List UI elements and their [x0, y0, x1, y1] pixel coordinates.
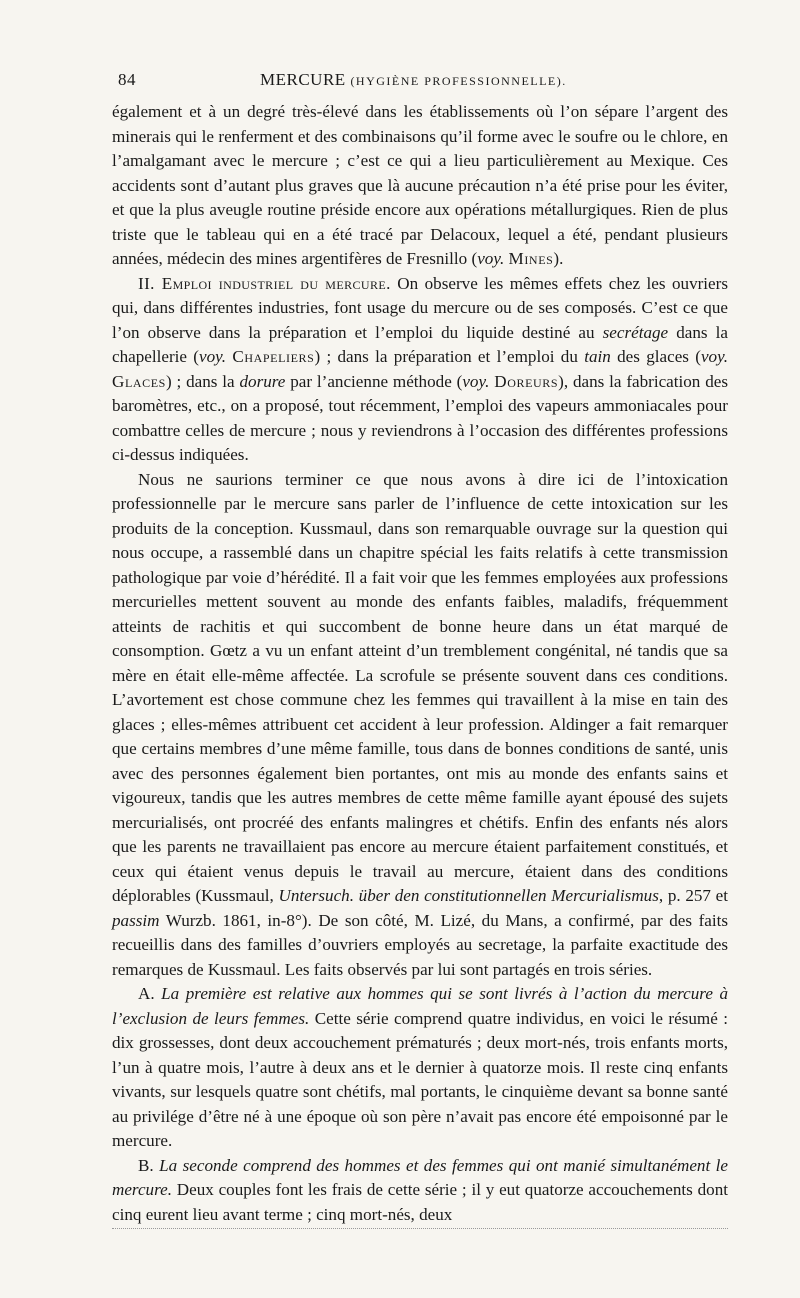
page-header [118, 70, 718, 96]
p2-voy-1: voy. [198, 347, 227, 366]
p2-text-e: ) ; dans la [165, 371, 240, 391]
p2-chapeliers-ref: Chapeliers [232, 347, 315, 366]
series-b-text: Deux couples font les frais de cette série ; il y eut quatorze accouchements dont cinq eurent lieu avant terme ; cinq mort-nés, deux [112, 1180, 728, 1224]
p2-voy-2: voy. [700, 347, 728, 366]
p2-doreurs-ref: Doreurs [494, 371, 559, 391]
series-b-title: La seconde comprend des hommes et des femmes qui ont manié simultanément le mercure. [112, 1155, 728, 1199]
p1-text: également et à un degré très-élevé dans les établissements où l’on sépare l’argent des minerais qui le renferment et des combinaisons qu’il forme avec le soufre ou le chlore, en l’amalgamant avec le mercure ; c’est ce qui a lieu particulièrement au Mexique. Ces accidents sont d’autant plus graves que là aucune précaution n’a été prise pour les éviter, et que la plus aveugle routine préside encore aux opérations métallurgiques. Rien de plus triste que le tableau qui en a été tracé par Delacoux, lequel a été, pendant plusieurs années, médecin des mines argentifères de Fresnillo ( [112, 102, 728, 268]
p2-text-c: ) ; dans la préparation et l’emploi du [314, 347, 585, 366]
series-a-title: La première est relative aux hommes qui se sont livrés à l’action du mercure à l’exclusion de leurs femmes. [112, 984, 728, 1028]
p2-tain: tain [584, 347, 611, 366]
p2-text-b: dans la chapellerie ( [112, 322, 729, 366]
paragraph-2 [112, 272, 728, 468]
p2-glaces-ref: Glaces [112, 371, 166, 391]
p1-voy: voy. [477, 249, 505, 268]
p2-text-d: des glaces ( [610, 347, 701, 366]
series-a-label: A. [138, 984, 155, 1003]
p2-dorure: dorure [239, 371, 286, 391]
page-number: 84 [118, 70, 136, 89]
paragraph-series-a [112, 982, 728, 1154]
paragraph-1 [112, 100, 728, 272]
p2-text-a: On observe les mêmes effets chez les ouvriers qui, dans différentes industries, font usage du mercure ou de ses composés. C’est ce que l’on observe dans la préparation et l’emploi du liquide destiné au [112, 273, 728, 342]
running-head-title: MERCURE [260, 70, 346, 89]
series-a-text: Cette série comprend quatre individus, en voici le résumé : dix grossesses, dont deux accouchement prématurés ; deux mort-nés, trois enfants morts, l’un à quatre mois, l’autre à deux ans et le dernier à quatorze mois. Il reste cinq enfants vivants, sur lesquels quatre sont chétifs, mal portants, le cinquième devant sa bonne santé au privilége d’être né à une époque où son père n’avait pas encore été empoisonné par le mercure. [112, 1008, 728, 1150]
p3-text-c: Wurzb. 1861, in-8°). De son côté, M. Lizé, du Mans, a confirmé, par des faits recueillis dans des familles d’ouvriers employés au secretage, la parfaite exactitude des remarques de Kussmaul. Les faits observés par lui sont partagés en trois séries. [112, 910, 728, 979]
p2-secretage: secrétage [602, 322, 669, 342]
p2-text-g: ), dans la fabrication des baromètres, etc., on a proposé, tout récemment, l’emploi des vapeurs ammoniacales pour combattre celles de mercure ; nous y reviendrons à l’occasion des différentes professions ci-dessus indiquées. [112, 371, 728, 464]
p2-text-f: par l’ancienne méthode ( [285, 371, 463, 391]
running-head [260, 70, 567, 90]
p3-citation-title: Untersuch. über den constitutionnellen Mercurialismus [278, 886, 659, 905]
p2-voy-3: voy. [462, 371, 490, 391]
series-b-label: B. [138, 1155, 154, 1175]
running-head-subtitle: (HYGIÈNE PROFESSIONNELLE). [350, 74, 567, 88]
paragraph-series-b [112, 1154, 728, 1228]
p1-end: ). [553, 249, 564, 268]
paragraph-3 [112, 468, 728, 983]
p3-passim: passim [112, 910, 160, 930]
p3-text-a: Nous ne saurions terminer ce que nous avons à dire ici de l’intoxication professionnelle par le mercure sans parler de l’influence de cette intoxication sur les produits de la conception. Kussmaul, dans son remarquable ouvrage sur la question qui nous occupe, a rassemblé dans un chapitre spécial les faits relatifs à cette transmission pathologique par voie d’hérédité. Il a fait voir que les femmes employées aux professions mercurielles mettent souvent au monde des enfants faibles, maladifs, fréquemment atteints de rachitis et qui succombent de bonne heure dans un état marqué de consomption. Gœtz a vu un enfant atteint d’un tremblement congénital, né tandis que sa mère en était elle-même affectée. La scrofule se présente souvent dans ces conditions. L’avortement est chose commune chez les femmes qui travaillent à la mise en tain des glaces ; elles-mêmes attribuent cet accident à leur profession. Aldinger a fait remarquer que certains membres d’une même famille, tous dans de bonnes conditions de santé, unis avec des personnes également bien portantes, ont mis au monde des enfants sains et vigoureux, tandis que les autres membres de cette même famille ayant épousé des sujets mercurialisés, ont procréé des enfants malingres et chétifs. Enfin des enfants nés alors que les parents ne travaillaient pas encore au mercure étaient parfaitement constitués, et ceux qui étaient venus depuis le travail au mercure, étaient dans des conditions déplorables (Kussmaul, [112, 469, 728, 905]
section-heading-ii: II. Emploi industriel du mercure. [138, 273, 391, 293]
p1-mines-ref: Mines [508, 249, 554, 268]
page-body [112, 100, 728, 1227]
bottom-bleed-line [112, 1228, 728, 1229]
p3-text-b: , p. 257 et [658, 886, 729, 905]
